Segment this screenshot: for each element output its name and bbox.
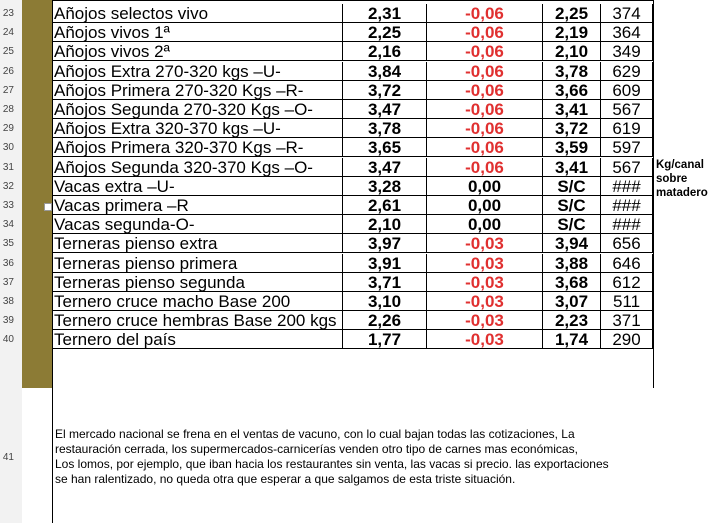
- row-number[interactable]: 27: [2, 85, 14, 96]
- index-cell[interactable]: 646: [601, 254, 653, 273]
- current-price-cell[interactable]: 2,25: [543, 4, 601, 23]
- product-name-cell[interactable]: Terneras pienso extra: [52, 234, 343, 253]
- previous-price-cell[interactable]: 3,91: [343, 254, 427, 273]
- product-name-cell[interactable]: Añojos Primera 320-370 Kgs –R-: [52, 138, 343, 157]
- row-number[interactable]: 32: [2, 181, 14, 192]
- product-name-cell[interactable]: Añojos Segunda 320-370 Kgs –O-: [52, 158, 343, 177]
- previous-price-cell[interactable]: 2,31: [343, 4, 427, 23]
- index-cell[interactable]: ###: [601, 177, 653, 196]
- product-name-cell[interactable]: Vacas primera –R: [52, 196, 343, 215]
- index-cell[interactable]: 349: [601, 42, 653, 61]
- row-number[interactable]: 37: [2, 277, 14, 288]
- current-price-cell[interactable]: S/C: [543, 215, 601, 234]
- index-cell[interactable]: 374: [601, 4, 653, 23]
- current-price-cell[interactable]: 3,59: [543, 138, 601, 157]
- row-number[interactable]: 30: [2, 142, 14, 153]
- index-cell[interactable]: 609: [601, 81, 653, 100]
- previous-price-cell[interactable]: 3,97: [343, 234, 427, 253]
- previous-price-cell[interactable]: 3,84: [343, 62, 427, 81]
- commentary-line-3: Los lomos, por ejemplo, que iban hacia los restaurantes sin venta, las vacas si precio. las exportaciones: [55, 457, 609, 471]
- index-cell[interactable]: 612: [601, 273, 653, 292]
- previous-price-cell[interactable]: 2,10: [343, 215, 427, 234]
- current-price-cell[interactable]: 3,68: [543, 273, 601, 292]
- current-price-cell[interactable]: 2,19: [543, 23, 601, 42]
- current-price-cell[interactable]: 3,41: [543, 158, 601, 177]
- index-cell[interactable]: 511: [601, 292, 653, 311]
- price-change-cell[interactable]: -0,06: [427, 119, 543, 138]
- index-cell[interactable]: 567: [601, 158, 653, 177]
- row-number[interactable]: 41: [2, 452, 14, 463]
- commentary-line-2: restauración cerrada, los supermercados-carnicerías venden otro tipo de carnes mas económicas,: [55, 442, 578, 456]
- price-change-cell[interactable]: -0,06: [427, 158, 543, 177]
- unit-note: Kg/canal sobre matadero: [656, 159, 708, 199]
- index-cell[interactable]: 567: [601, 100, 653, 119]
- current-price-cell[interactable]: 3,94: [543, 234, 601, 253]
- row-number[interactable]: 29: [2, 123, 14, 134]
- row-number[interactable]: 34: [2, 219, 14, 230]
- previous-price-cell[interactable]: 3,28: [343, 177, 427, 196]
- current-price-cell[interactable]: 2,23: [543, 311, 601, 330]
- row-number[interactable]: 33: [2, 200, 14, 211]
- index-cell[interactable]: ###: [601, 215, 653, 234]
- table-right-border: [653, 0, 654, 388]
- previous-price-cell[interactable]: 3,10: [343, 292, 427, 311]
- price-change-cell[interactable]: -0,06: [427, 23, 543, 42]
- product-name-cell[interactable]: Añojos selectos vivo: [52, 4, 343, 23]
- index-cell[interactable]: 629: [601, 62, 653, 81]
- product-name-cell[interactable]: Vacas extra –U-: [52, 177, 343, 196]
- price-change-cell[interactable]: -0,03: [427, 330, 543, 349]
- previous-price-cell[interactable]: 1,77: [343, 330, 427, 349]
- price-change-cell[interactable]: -0,03: [427, 311, 543, 330]
- price-change-cell[interactable]: -0,06: [427, 138, 543, 157]
- previous-price-cell[interactable]: 2,16: [343, 42, 427, 61]
- product-name-cell[interactable]: Ternero del país: [52, 330, 343, 349]
- previous-price-cell[interactable]: 3,65: [343, 138, 427, 157]
- price-change-cell[interactable]: -0,06: [427, 81, 543, 100]
- current-price-cell[interactable]: 3,07: [543, 292, 601, 311]
- index-cell[interactable]: 290: [601, 330, 653, 349]
- product-name-cell[interactable]: Añojos Extra 320-370 kgs –U-: [52, 119, 343, 138]
- row-number[interactable]: 23: [2, 8, 14, 19]
- previous-price-cell[interactable]: 2,25: [343, 23, 427, 42]
- row-number[interactable]: 26: [2, 66, 14, 77]
- index-cell[interactable]: 371: [601, 311, 653, 330]
- row-number[interactable]: 40: [2, 334, 14, 345]
- current-price-cell[interactable]: 3,78: [543, 62, 601, 81]
- previous-price-cell[interactable]: 3,71: [343, 273, 427, 292]
- row-number[interactable]: 24: [2, 27, 14, 38]
- price-change-cell[interactable]: -0,06: [427, 100, 543, 119]
- product-name-cell[interactable]: Terneras pienso primera: [52, 254, 343, 273]
- previous-price-cell[interactable]: 2,61: [343, 196, 427, 215]
- price-change-cell[interactable]: -0,03: [427, 234, 543, 253]
- table-top-border: [52, 0, 654, 1]
- product-name-cell[interactable]: Terneras pienso segunda: [52, 273, 343, 292]
- row-selection-handle[interactable]: [44, 203, 52, 211]
- commentary-line-4: se han ralentizado, no queda otra que esperar a que salgamos de esta triste situación.: [55, 472, 516, 486]
- product-name-cell[interactable]: Añojos Segunda 270-320 Kgs –O-: [52, 100, 343, 119]
- row-number[interactable]: 38: [2, 296, 14, 307]
- previous-price-cell[interactable]: 3,72: [343, 81, 427, 100]
- current-price-cell[interactable]: 3,72: [543, 119, 601, 138]
- index-cell[interactable]: 619: [601, 119, 653, 138]
- current-price-cell[interactable]: 3,41: [543, 100, 601, 119]
- product-name-cell[interactable]: Añojos vivos 2ª: [52, 42, 343, 61]
- table-left-border: [52, 0, 53, 388]
- market-commentary: [55, 427, 705, 487]
- previous-price-cell[interactable]: 3,47: [343, 158, 427, 177]
- previous-price-cell[interactable]: 3,78: [343, 119, 427, 138]
- product-name-cell[interactable]: Ternero cruce hembras Base 200 kgs: [52, 311, 343, 330]
- current-price-cell[interactable]: 3,88: [543, 254, 601, 273]
- row-number-gutter: [0, 0, 22, 523]
- row-number[interactable]: 28: [2, 104, 14, 115]
- price-change-cell[interactable]: -0,03: [427, 254, 543, 273]
- product-name-cell[interactable]: Añojos vivos 1ª: [52, 23, 343, 42]
- index-cell[interactable]: 597: [601, 138, 653, 157]
- current-price-cell[interactable]: 3,66: [543, 81, 601, 100]
- product-name-cell[interactable]: Añojos Primera 270-320 Kgs –R-: [52, 81, 343, 100]
- commentary-line-1: El mercado nacional se frena en el ventas de vacuno, con lo cual bajan todas las cotizaciones, La: [55, 427, 575, 441]
- row-number[interactable]: 31: [2, 162, 14, 173]
- index-cell[interactable]: ###: [601, 196, 653, 215]
- product-name-cell[interactable]: Ternero cruce macho Base 200: [52, 292, 343, 311]
- previous-price-cell[interactable]: 2,26: [343, 311, 427, 330]
- product-name-cell[interactable]: Vacas segunda-O-: [52, 215, 343, 234]
- current-price-cell[interactable]: S/C: [543, 196, 601, 215]
- price-change-cell[interactable]: -0,06: [427, 42, 543, 61]
- previous-price-cell[interactable]: 3,47: [343, 100, 427, 119]
- price-change-cell[interactable]: -0,03: [427, 292, 543, 311]
- price-change-cell[interactable]: -0,03: [427, 273, 543, 292]
- current-price-cell[interactable]: 1,74: [543, 330, 601, 349]
- price-change-cell[interactable]: -0,06: [427, 62, 543, 81]
- index-cell[interactable]: 364: [601, 23, 653, 42]
- row-number[interactable]: 39: [2, 315, 14, 326]
- current-price-cell[interactable]: S/C: [543, 177, 601, 196]
- price-change-cell[interactable]: 0,00: [427, 215, 543, 234]
- product-name-cell[interactable]: Añojos Extra 270-320 kgs –U-: [52, 62, 343, 81]
- index-cell[interactable]: 656: [601, 234, 653, 253]
- price-change-cell[interactable]: -0,06: [427, 4, 543, 23]
- price-change-cell[interactable]: 0,00: [427, 177, 543, 196]
- price-change-cell[interactable]: 0,00: [427, 196, 543, 215]
- category-color-band: [22, 0, 52, 388]
- row-number[interactable]: 36: [2, 258, 14, 269]
- current-price-cell[interactable]: 2,10: [543, 42, 601, 61]
- row-number[interactable]: 25: [2, 46, 14, 57]
- row-number[interactable]: 35: [2, 238, 14, 249]
